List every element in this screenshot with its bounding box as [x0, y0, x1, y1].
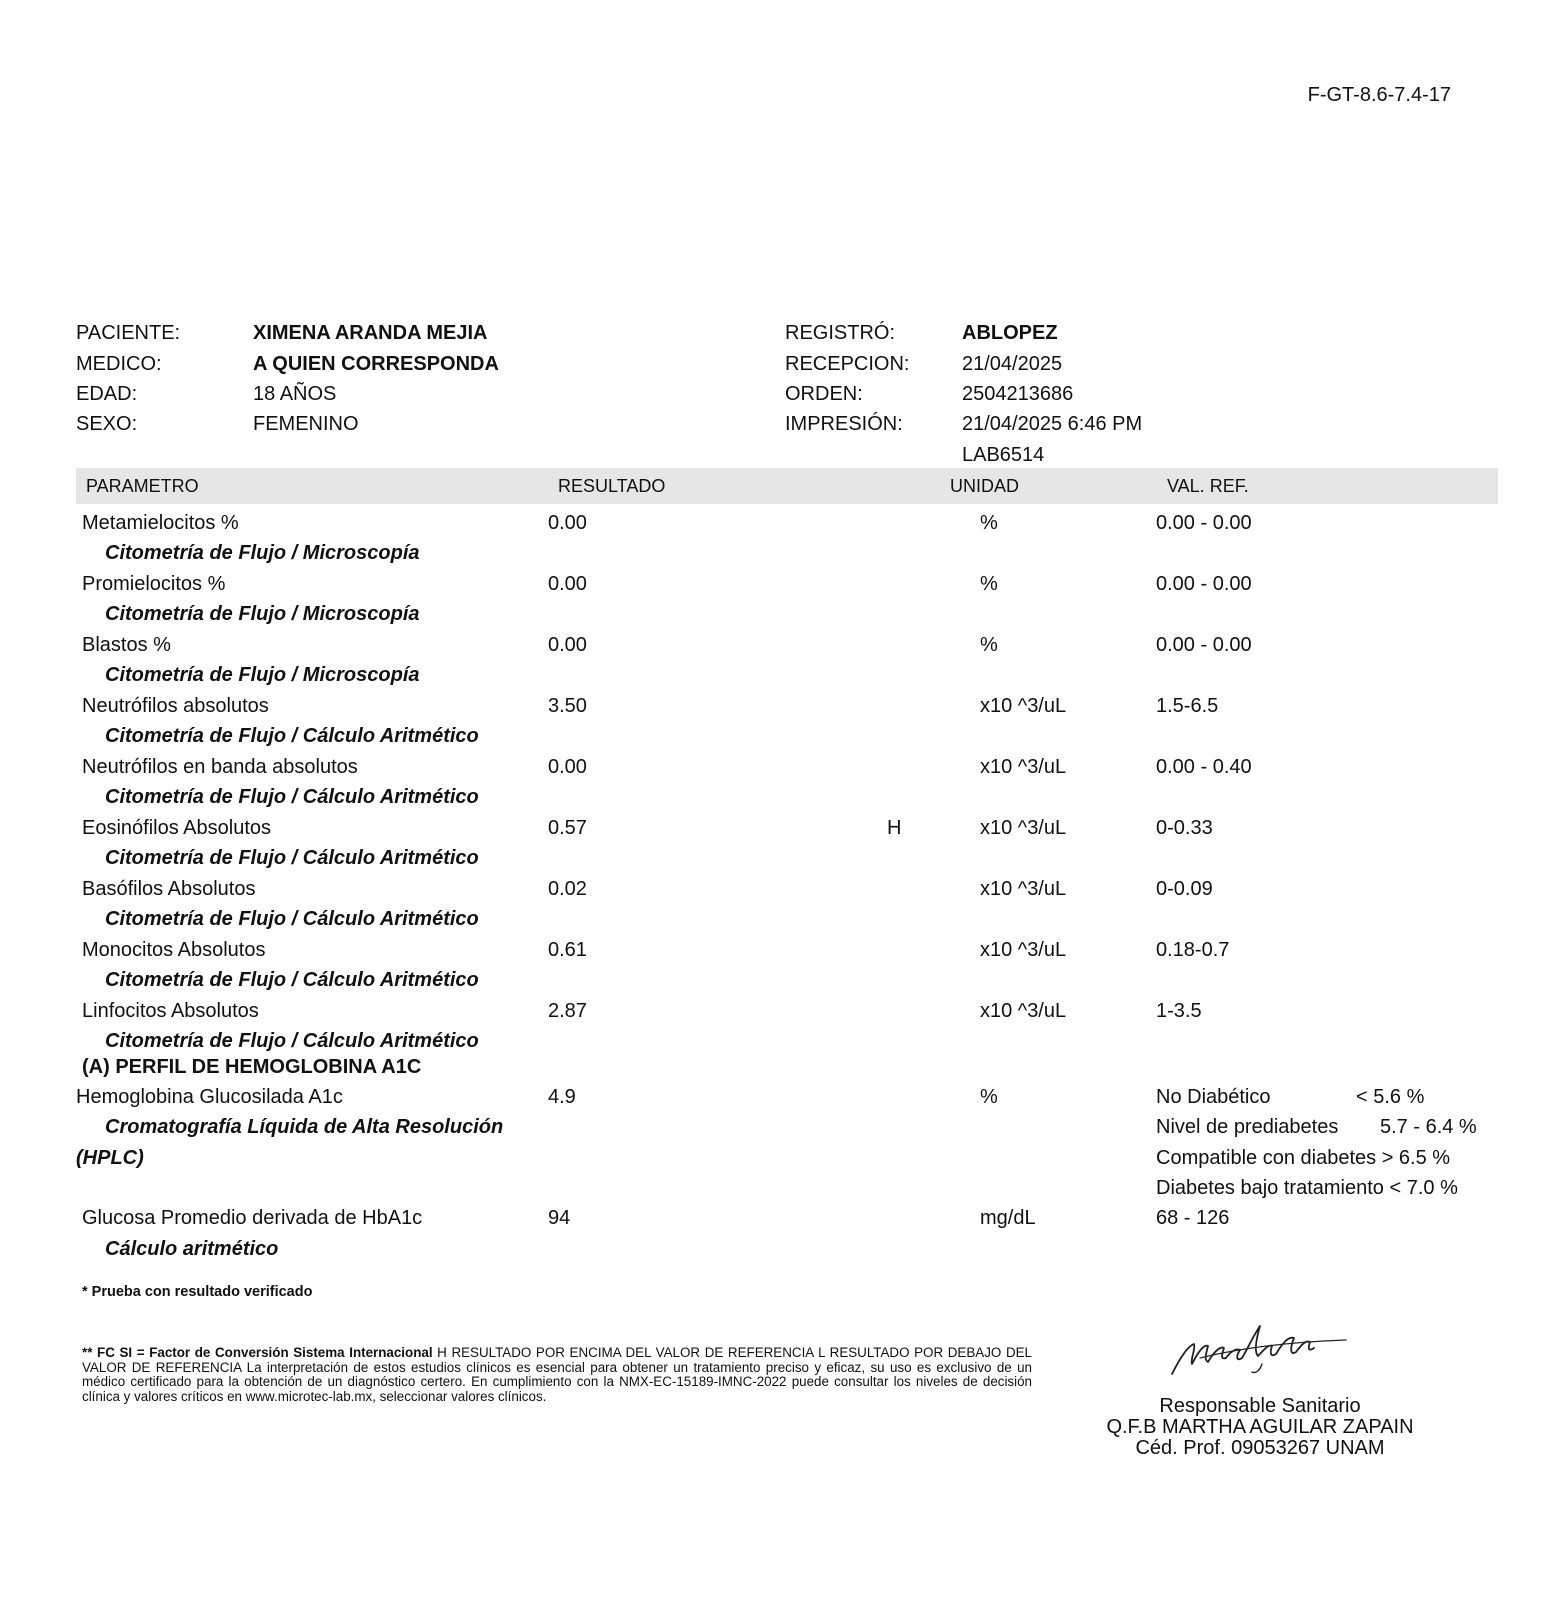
row-method: Citometría de Flujo / Microscopía: [105, 664, 420, 686]
ref-prediabetes: Nivel de prediabetes: [1156, 1116, 1339, 1138]
row-method: Citometría de Flujo / Microscopía: [105, 603, 420, 625]
row-result: 0.00: [548, 512, 587, 534]
row-parameter: Basófilos Absolutos: [82, 878, 256, 900]
row-method: Citometría de Flujo / Cálculo Aritmético: [105, 1030, 479, 1052]
row-parameter: Neutrófilos absolutos: [82, 695, 269, 717]
hba1c-unit: %: [980, 1086, 998, 1108]
footnote-text: H RESULTADO POR ENCIMA DEL VALOR DE REFERENCIA L RESULTADO POR DEBAJO DEL VALOR DE REFERENCIA La interpretación de estos estudios clínicos es esencial para obtener un tratamiento preciso y eficaz, su uso es exclusivo de un médico certificado para la obtención de un diagnóstico certero. En cumplimiento con la NMX-EC-15189-IMNC-2022 puede consultar los niveles de decisión clínica y valores críticos en www.microtec-lab.mx, seleccionar valores clínicos.: [82, 1345, 1032, 1404]
footnote-bold: ** FC SI = Factor de Conversión Sistema Internacional: [82, 1345, 433, 1360]
row-result: 0.00: [548, 573, 587, 595]
header-val-ref: VAL. REF.: [1167, 476, 1249, 496]
table-header-bar: [76, 468, 1498, 504]
row-result: 0.00: [548, 756, 587, 778]
row-parameter: Blastos %: [82, 634, 171, 656]
row-unit: x10 ^3/uL: [980, 878, 1067, 900]
ref-prediabetes-value: 5.7 - 6.4 %: [1380, 1116, 1477, 1138]
row-unit: x10 ^3/uL: [980, 939, 1067, 961]
edad-label: EDAD:: [76, 383, 138, 405]
sexo-label: SEXO:: [76, 413, 138, 435]
row-reference: 0.00 - 0.00: [1156, 512, 1252, 534]
disclaimer-footnote: [82, 1346, 1032, 1404]
row-parameter: Linfocitos Absolutos: [82, 1000, 259, 1022]
sexo-value: FEMENINO: [253, 413, 359, 435]
ref-no-diabetico: No Diabético: [1156, 1086, 1271, 1108]
medico-value: A QUIEN CORRESPONDA: [253, 353, 499, 375]
orden-value: 2504213686: [962, 383, 1074, 405]
glucosa-unit: mg/dL: [980, 1207, 1036, 1229]
hba1c-value: 4.9: [548, 1086, 576, 1108]
row-result: 0.00: [548, 634, 587, 656]
section-title-hba1c: (A) PERFIL DE HEMOGLOBINA A1C: [82, 1056, 422, 1078]
recepcion-label: RECEPCION:: [785, 353, 910, 375]
ref-diabetes-tratamiento: Diabetes bajo tratamiento < 7.0 %: [1156, 1177, 1458, 1199]
ref-no-diabetico-value: < 5.6 %: [1356, 1086, 1425, 1108]
glucosa-ref: 68 - 126: [1156, 1207, 1230, 1229]
row-method: Citometría de Flujo / Cálculo Aritmético: [105, 847, 479, 869]
row-parameter: Monocitos Absolutos: [82, 939, 266, 961]
header-resultado: RESULTADO: [558, 476, 666, 496]
impresion-label: IMPRESIÓN:: [785, 413, 903, 435]
header-unidad: UNIDAD: [950, 476, 1020, 496]
row-method: Citometría de Flujo / Microscopía: [105, 542, 420, 564]
medico-label: MEDICO:: [76, 353, 162, 375]
row-result: 0.61: [548, 939, 587, 961]
signature-name: Q.F.B MARTHA AGUILAR ZAPAIN: [1106, 1416, 1414, 1438]
impresion-value: 21/04/2025 6:46 PM: [962, 413, 1143, 435]
glucosa-name: Glucosa Promedio derivada de HbA1c: [82, 1207, 423, 1229]
row-parameter: Metamielocitos %: [82, 512, 239, 534]
row-parameter: Promielocitos %: [82, 573, 226, 595]
recepcion-value: 21/04/2025: [962, 353, 1063, 375]
row-method: Citometría de Flujo / Cálculo Aritmético: [105, 969, 479, 991]
signature-image: [1170, 1318, 1350, 1378]
row-reference: 1-3.5: [1156, 1000, 1202, 1022]
row-method: Citometría de Flujo / Cálculo Aritmético: [105, 725, 479, 747]
lab-code: LAB6514: [962, 444, 1045, 466]
registro-value: ABLOPEZ: [962, 322, 1058, 344]
row-reference: 0-0.33: [1156, 817, 1213, 839]
row-unit: x10 ^3/uL: [980, 1000, 1067, 1022]
registro-label: REGISTRÓ:: [785, 322, 896, 344]
row-reference: 0.00 - 0.00: [1156, 634, 1252, 656]
row-flag: H: [887, 817, 902, 839]
row-reference: 1.5-6.5: [1156, 695, 1219, 717]
signature-role: Responsable Sanitario: [1159, 1395, 1361, 1417]
row-result: 0.02: [548, 878, 587, 900]
hba1c-method-line1: Cromatografía Líquida de Alta Resolución: [105, 1116, 504, 1138]
row-reference: 0-0.09: [1156, 878, 1213, 900]
row-method: Citometría de Flujo / Cálculo Aritmético: [105, 786, 479, 808]
row-reference: 0.18-0.7: [1156, 939, 1230, 961]
edad-value: 18 AÑOS: [253, 383, 337, 405]
signature-cedula: Céd. Prof. 09053267 UNAM: [1135, 1437, 1385, 1459]
ref-compatible-diabetes: Compatible con diabetes > 6.5 %: [1156, 1147, 1451, 1169]
hba1c-name: Hemoglobina Glucosilada A1c: [76, 1086, 343, 1108]
row-method: Citometría de Flujo / Cálculo Aritmético: [105, 908, 479, 930]
glucosa-method: Cálculo aritmético: [105, 1238, 279, 1260]
header-parametro: PARAMETRO: [86, 476, 199, 496]
row-unit: x10 ^3/uL: [980, 695, 1067, 717]
row-parameter: Neutrófilos en banda absolutos: [82, 756, 358, 778]
glucosa-value: 94: [548, 1207, 571, 1229]
orden-label: ORDEN:: [785, 383, 863, 405]
row-unit: x10 ^3/uL: [980, 756, 1067, 778]
row-reference: 0.00 - 0.40: [1156, 756, 1252, 778]
hba1c-method-line2: (HPLC): [76, 1147, 144, 1169]
paciente-value: XIMENA ARANDA MEJIA: [253, 322, 488, 344]
row-unit: %: [980, 512, 998, 534]
row-reference: 0.00 - 0.00: [1156, 573, 1252, 595]
row-unit: %: [980, 573, 998, 595]
row-result: 2.87: [548, 1000, 587, 1022]
row-unit: x10 ^3/uL: [980, 817, 1067, 839]
row-result: 0.57: [548, 817, 587, 839]
row-unit: %: [980, 634, 998, 656]
document-code: F-GT-8.6-7.4-17: [1307, 84, 1451, 106]
paciente-label: PACIENTE:: [76, 322, 181, 344]
row-parameter: Eosinófilos Absolutos: [82, 817, 272, 839]
row-result: 3.50: [548, 695, 587, 717]
verified-note: * Prueba con resultado verificado: [82, 1284, 313, 1300]
